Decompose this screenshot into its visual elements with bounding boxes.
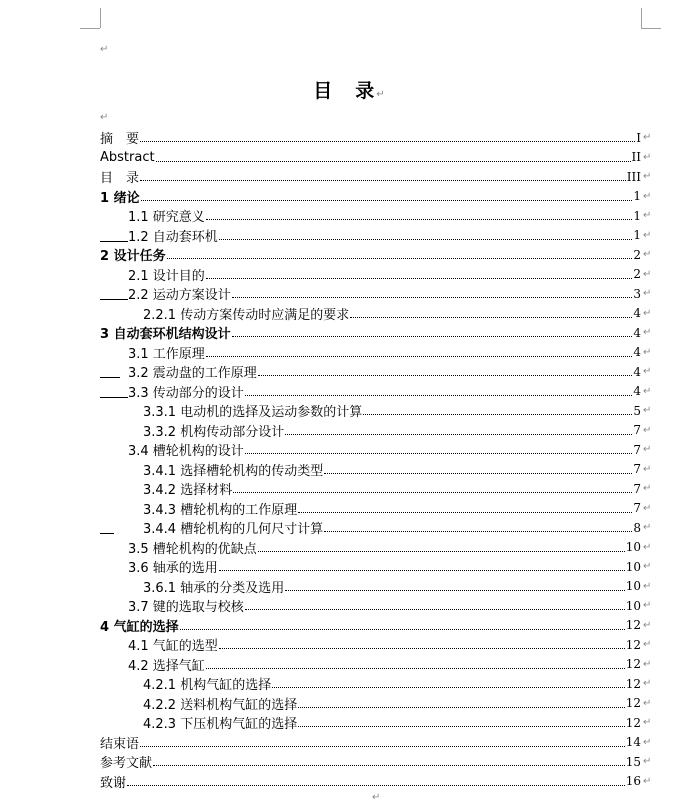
- paragraph-mark: ↵: [643, 463, 652, 475]
- paragraph-mark: ↵: [643, 171, 652, 182]
- toc-dot-leader: [219, 648, 625, 649]
- toc-dot-leader: [153, 765, 625, 766]
- toc-entry-page-number: 8: [633, 520, 641, 535]
- toc-entry-page-number: 12: [625, 657, 641, 672]
- paragraph-mark: ↵: [643, 385, 652, 397]
- toc-entry[interactable]: [100, 577, 652, 597]
- paragraph-mark: ↵: [643, 561, 652, 572]
- toc-entry[interactable]: [100, 284, 652, 304]
- toc-dot-leader: [180, 629, 625, 630]
- toc-entry-label: Abstract: [100, 149, 155, 165]
- page-corner-mark-top-left: [80, 28, 100, 29]
- toc-entry-label: 3.4 槽轮机构的设计: [128, 444, 244, 460]
- toc-entry[interactable]: [100, 206, 652, 226]
- paragraph-mark: ↵: [643, 522, 652, 533]
- toc-entry-label: 3.1 工作原理: [128, 346, 205, 362]
- toc-entry-label: 摘 要: [100, 132, 140, 148]
- paragraph-mark: ↵: [643, 288, 652, 299]
- paragraph-mark: ↵: [376, 89, 385, 100]
- toc-entry-page-number: 14: [625, 735, 641, 750]
- toc-dot-leader: [298, 726, 625, 727]
- paragraph-mark: ↵: [643, 229, 652, 241]
- toc-entry-page-number: 2: [633, 267, 641, 282]
- paragraph-mark: ↵: [643, 756, 652, 767]
- page-title-text: 目 录: [313, 80, 377, 102]
- paragraph-mark: ↵: [643, 678, 652, 689]
- toc-dot-leader: [206, 278, 633, 279]
- toc-dot-leader: [167, 258, 633, 259]
- toc-entry-page-number: 4: [633, 325, 641, 340]
- toc-entry-label: 3 自动套环机结构设计: [100, 327, 231, 343]
- toc-dot-leader: [258, 551, 625, 552]
- toc-entry-page-number: 12: [625, 696, 641, 711]
- toc-entry-page-number: 10: [625, 579, 641, 594]
- toc-entry-page-number: 4: [633, 345, 641, 360]
- toc-dot-leader: [141, 200, 633, 201]
- paragraph-mark: ↵: [643, 717, 652, 728]
- toc-entry[interactable]: [100, 557, 652, 577]
- toc-entry-page-number: II: [631, 150, 641, 165]
- paragraph-mark: ↵: [643, 483, 652, 494]
- toc-entry[interactable]: [100, 362, 652, 382]
- toc-entry-label: 1.1 研究意义: [128, 210, 205, 226]
- paragraph-mark: ↵: [643, 600, 652, 611]
- toc-entry-label: 3.4.3 槽轮机构的工作原理: [143, 502, 298, 518]
- toc-underline-mark: [100, 229, 128, 242]
- toc-entry-page-number: 10: [625, 540, 641, 555]
- page-title: [0, 76, 698, 103]
- toc-dot-leader: [245, 453, 633, 454]
- toc-entry-label: 4.2.2 送料机构气缸的选择: [143, 697, 298, 713]
- toc-underline-mark: [100, 365, 120, 378]
- toc-dot-leader: [350, 317, 632, 318]
- toc-dot-leader: [324, 531, 632, 532]
- toc-dot-leader: [140, 746, 625, 747]
- toc-entry-label: 3.4.1 选择槽轮机构的传动类型: [143, 463, 324, 479]
- toc-entry-label: 致谢: [100, 775, 127, 791]
- paragraph-mark: ↵: [643, 366, 652, 377]
- toc-entry[interactable]: [100, 694, 652, 714]
- toc-entry-label: 1.2 自动套环机: [128, 229, 218, 245]
- toc-entry-page-number: 1: [633, 208, 641, 223]
- toc-entry[interactable]: [100, 421, 652, 441]
- paragraph-mark: ↵: [643, 405, 652, 416]
- paragraph-mark: ↵: [643, 697, 652, 709]
- toc-entry[interactable]: [100, 343, 652, 363]
- toc-entry-page-number: 1: [633, 189, 641, 204]
- toc-entry[interactable]: [100, 401, 652, 421]
- toc-entry-label: 3.6.1 轴承的分类及选用: [143, 580, 285, 596]
- toc-dot-leader: [140, 180, 626, 181]
- toc-entry[interactable]: [100, 382, 652, 402]
- toc-entry-label: 3.6 轴承的选用: [128, 561, 218, 577]
- toc-dot-leader: [232, 297, 633, 298]
- paragraph-mark: ↵: [643, 307, 652, 319]
- toc-entry-label: 2.2.1 传动方案传动时应满足的要求: [143, 307, 350, 323]
- toc-entry-label: 3.2 震动盘的工作原理: [128, 366, 257, 382]
- toc-dot-leader: [232, 336, 633, 337]
- toc-entry-page-number: 7: [633, 423, 641, 438]
- paragraph-mark: ↵: [643, 444, 652, 455]
- toc-entry-page-number: 1: [633, 228, 641, 243]
- toc-entry-page-number: 4: [633, 384, 641, 399]
- toc-entry-label: 2.2 运动方案设计: [128, 288, 231, 304]
- toc-entry-page-number: III: [626, 169, 641, 184]
- toc-entry-label: 3.3.1 电动机的选择及运动参数的计算: [143, 405, 363, 421]
- toc-entry-page-number: 10: [625, 559, 641, 574]
- toc-entry-page-number: 12: [625, 618, 641, 633]
- toc-entry-page-number: 7: [633, 501, 641, 516]
- toc-entry[interactable]: [100, 518, 652, 538]
- toc-dot-leader: [156, 161, 631, 162]
- toc-dot-leader: [258, 375, 633, 376]
- toc-entry-label: 结束语: [100, 736, 140, 752]
- toc-entry-label: 3.3.2 机构传动部分设计: [143, 424, 285, 440]
- paragraph-mark: ↵: [643, 541, 652, 553]
- toc-entry[interactable]: [100, 635, 652, 655]
- toc-dot-leader: [233, 492, 632, 493]
- toc-entry[interactable]: [100, 245, 652, 265]
- paragraph-mark: ↵: [643, 249, 652, 260]
- page-corner-mark-top-right: [641, 28, 661, 29]
- toc-dot-leader: [298, 512, 632, 513]
- toc-entry-label: 参考文献: [100, 756, 153, 772]
- toc-entry[interactable]: [100, 460, 652, 480]
- toc-entry[interactable]: [100, 265, 652, 285]
- toc-entry[interactable]: [100, 148, 652, 168]
- toc-entry-page-number: 10: [625, 598, 641, 613]
- toc-entry-page-number: 7: [633, 442, 641, 457]
- toc-entry[interactable]: [100, 187, 652, 207]
- toc-entry[interactable]: [100, 167, 652, 187]
- paragraph-mark: ↵: [643, 658, 652, 670]
- toc-entry[interactable]: [100, 479, 652, 499]
- paragraph-mark: ↵: [643, 268, 652, 280]
- toc-entry-label: 4 气缸的选择: [100, 619, 179, 635]
- toc-entry-label: 3.5 槽轮机构的优缺点: [128, 541, 257, 557]
- toc-entry[interactable]: [100, 713, 652, 733]
- toc-dot-leader: [272, 687, 625, 688]
- toc-dot-leader: [127, 785, 625, 786]
- toc-underline-mark: [100, 385, 128, 398]
- toc-dot-leader: [206, 668, 625, 669]
- toc-dot-leader: [298, 707, 625, 708]
- toc-entry-page-number: 12: [625, 715, 641, 730]
- toc-entry[interactable]: [100, 772, 652, 792]
- paragraph-mark: ↵: [643, 424, 652, 436]
- toc-underline-mark: [100, 287, 128, 300]
- toc-entry[interactable]: [100, 538, 652, 558]
- paragraph-mark: ↵: [643, 580, 652, 592]
- paragraph-mark: ↵: [643, 190, 652, 202]
- toc-dot-leader: [363, 414, 632, 415]
- toc-entry-page-number: 2: [633, 247, 641, 262]
- toc-entry-page-number: 7: [633, 481, 641, 496]
- toc-entry-page-number: 4: [633, 306, 641, 321]
- toc-entry-page-number: 3: [633, 286, 641, 301]
- paragraph-mark: ↵: [643, 736, 652, 748]
- toc-entry[interactable]: [100, 499, 652, 519]
- paragraph-mark: ↵: [643, 619, 652, 631]
- paragraph-mark: ↵: [372, 792, 381, 803]
- paragraph-mark: ↵: [100, 112, 109, 123]
- paragraph-mark: ↵: [643, 151, 652, 163]
- toc-dot-leader: [206, 219, 633, 220]
- toc-entry-page-number: 12: [625, 676, 641, 691]
- paragraph-mark: ↵: [643, 132, 652, 143]
- toc-dot-leader: [140, 141, 635, 142]
- toc-entry-label: 3.4.4 槽轮机构的几何尺寸计算: [143, 522, 324, 538]
- toc-entry-label: 3.4.2 选择材料: [143, 483, 233, 499]
- toc-entry-label: 3.7 键的选取与校核: [128, 600, 244, 616]
- toc-entry[interactable]: [100, 655, 652, 675]
- toc-entry-label: 4.2.3 下压机构气缸的选择: [143, 717, 298, 733]
- toc-dot-leader: [219, 239, 633, 240]
- toc-entry-label: 4.1 气缸的选型: [128, 639, 218, 655]
- toc-entry-label: 1 绪论: [100, 190, 140, 206]
- paragraph-mark: ↵: [643, 327, 652, 338]
- toc-entry-label: 4.2 选择气缸: [128, 658, 205, 674]
- page-corner-mark-top-left: [100, 8, 101, 28]
- toc-entry-page-number: 4: [633, 364, 641, 379]
- toc-entry[interactable]: [100, 128, 652, 148]
- paragraph-mark: ↵: [643, 346, 652, 358]
- toc-entry-label: 目 录: [100, 171, 140, 187]
- paragraph-mark: ↵: [643, 210, 652, 221]
- toc-dot-leader: [245, 395, 633, 396]
- toc-entry[interactable]: [100, 674, 652, 694]
- table-of-contents: [100, 128, 652, 791]
- paragraph-mark: ↵: [643, 775, 652, 787]
- toc-entry[interactable]: [100, 440, 652, 460]
- paragraph-mark: ↵: [100, 44, 109, 55]
- paragraph-mark: ↵: [643, 639, 652, 650]
- toc-dot-leader: [206, 356, 633, 357]
- toc-entry-page-number: 15: [625, 754, 641, 769]
- toc-entry-page-number: 5: [633, 403, 641, 418]
- toc-dot-leader: [245, 609, 625, 610]
- toc-dot-leader: [285, 590, 625, 591]
- toc-underline-mark: [100, 521, 114, 534]
- toc-entry[interactable]: [100, 323, 652, 343]
- paragraph-mark: ↵: [643, 502, 652, 514]
- toc-entry[interactable]: [100, 596, 652, 616]
- toc-entry[interactable]: [100, 752, 652, 772]
- toc-dot-leader: [219, 570, 625, 571]
- toc-dot-leader: [285, 434, 632, 435]
- toc-entry-page-number: 12: [625, 637, 641, 652]
- toc-entry-page-number: 7: [633, 462, 641, 477]
- toc-entry-page-number: I: [636, 130, 641, 145]
- toc-entry-label: 4.2.1 机构气缸的选择: [143, 678, 272, 694]
- toc-entry-label: 3.3 传动部分的设计: [128, 385, 244, 401]
- toc-entry[interactable]: [100, 733, 652, 753]
- toc-entry[interactable]: [100, 616, 652, 636]
- toc-entry-label: 2 设计任务: [100, 249, 166, 265]
- toc-entry-label: 2.1 设计目的: [128, 268, 205, 284]
- toc-entry-page-number: 16: [625, 774, 641, 789]
- page-corner-mark-top-right: [641, 8, 642, 28]
- toc-entry[interactable]: [100, 304, 652, 324]
- toc-entry[interactable]: [100, 226, 652, 246]
- toc-dot-leader: [324, 473, 632, 474]
